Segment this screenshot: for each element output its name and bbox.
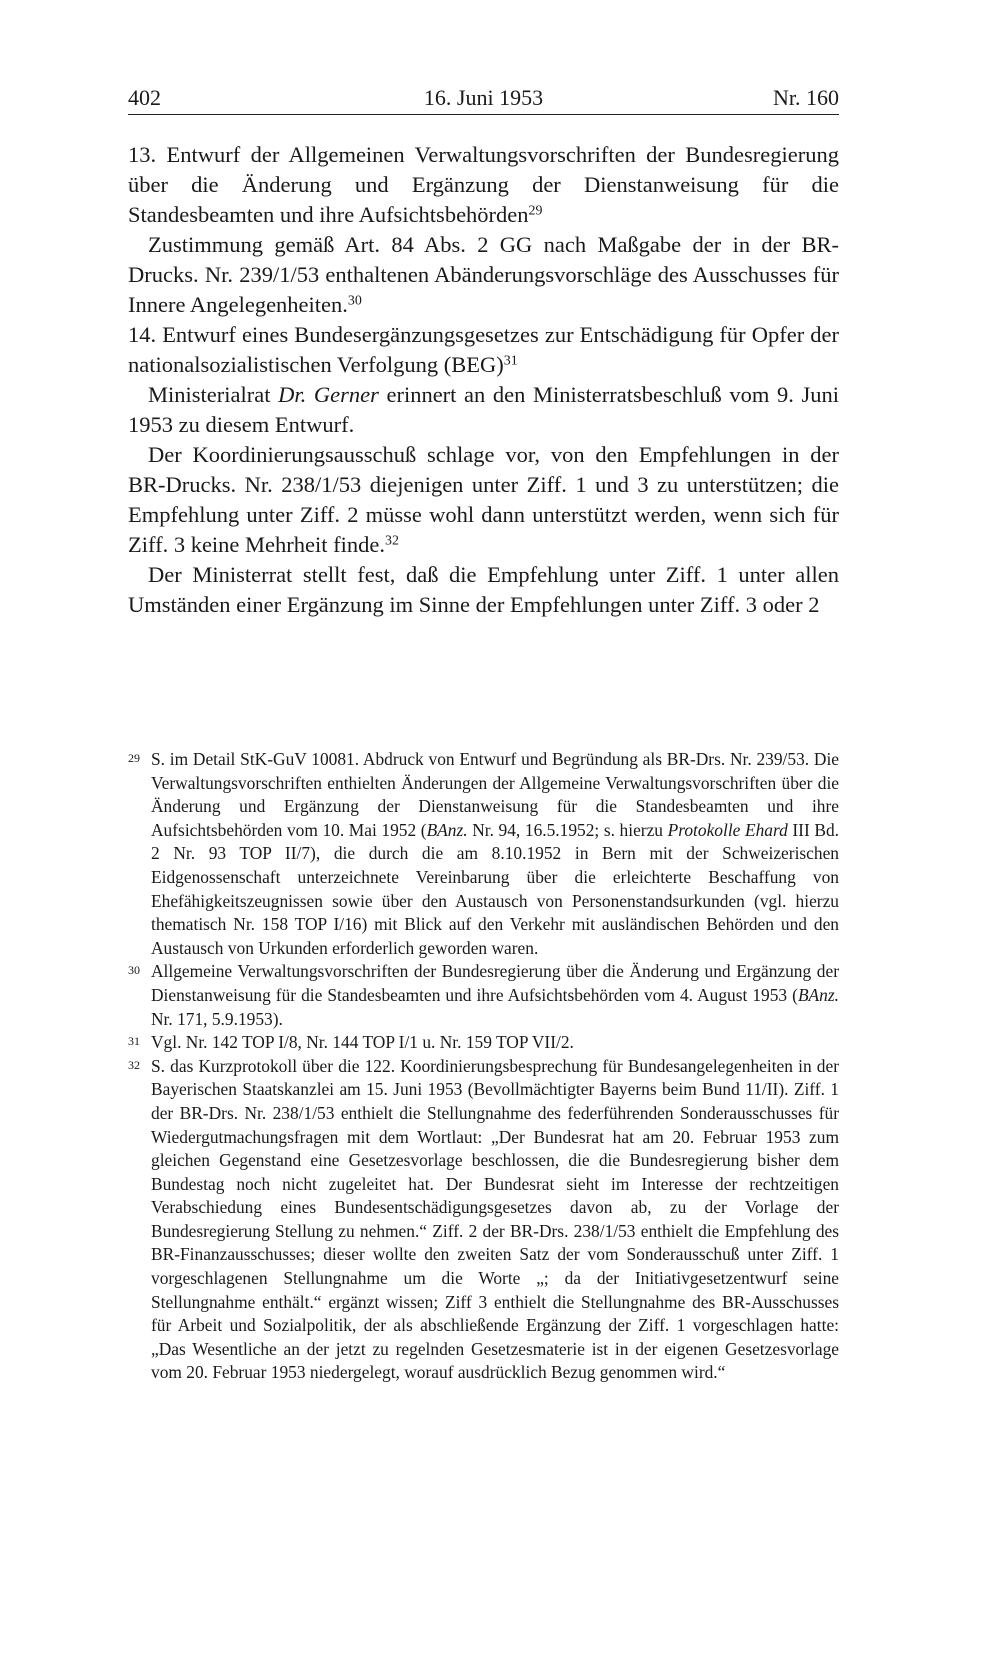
header-date: 16. Juni 1953 [423, 85, 544, 110]
main-text [128, 140, 839, 620]
footnote-31: 31 Vgl. Nr. 142 TOP I/8, Nr. 144 TOP I/1 u. Nr. 159 TOP VII/2. [128, 1032, 574, 1053]
running-header [128, 80, 839, 115]
footnote-ref-32[interactable]: 32 [385, 533, 399, 549]
person-name: Dr. Gerner [278, 382, 379, 407]
paragraph-gerner: Ministerialrat Dr. Gerner erinnert an den Ministerratsbeschluß vom 9. Juni 1953 zu diesem Entwurf. [128, 382, 839, 437]
footnote-ref-30[interactable]: 30 [347, 293, 362, 309]
page-number: 402 [128, 85, 161, 110]
paragraph-koordinierung: Der Koordinierungsausschuß schlage vor, von den Empfehlungen in der BR-Drucks. Nr. 238/1/53 diejenigen unter Ziff. 1 und 3 zu unterstützen; die Empfehlung unter Ziff. 2 müsse wohl dann unterstützt werden, wenn sich für Ziff. 3 keine Mehrheit finde.$^{32}$ [128, 442, 839, 557]
agenda-item-14-title: 14. Entwurf eines Bundesergänzungsgesetzes zur Entschädigung für Opfer der nationalsozialistischen Verfolgung (BEG)$^{31}$ [128, 322, 839, 377]
footnote-number: 29 [128, 751, 140, 765]
agenda-item-13-title: 13. Entwurf der Allgemeinen Verwaltungsvorschriften der Bundesregierung über die Änderung und Ergänzung der Dienstanweisung für die Standesbeamten und ihre Aufsichtsbehörden$^{29}$ [128, 142, 839, 227]
paragraph-ministerrat: Der Ministerrat stellt fest, daß die Empfehlung unter Ziff. 1 unter allen Umständen einer Ergänzung im Sinne der Empfehlungen unter Ziff. 3 oder 2 [128, 562, 839, 617]
footnote-29: 29 S. im Detail StK-GuV 10081. Abdruck von Entwurf und Begründung als BR-Drs. Nr. 239/53. Die Verwaltungsvorschriften enthielten Änderungen der Allgemeine Verwaltungsvorschriften über die Änderung und Ergänzung der Dienstanweisung für die Standesbeamten und ihre Aufsichtsbehörden vom 10. Mai 1952 (BAnz. Nr. 94, 16.5.1952; s. hierzu Protokolle Ehard III Bd. 2 Nr. 93 TOP II/7), die durch die am 8.10.1952 in Bern mit der Schweizerischen Eidgenossenschaft unterzeichnete Vereinbarung über die erleichterte Beschaffung von Ehefähigkeitszeugnissen sowie über den Austausch von Personenstandsurkunden (vgl. hierzu thematisch Nr. 158 TOP I/16) mit Blick auf den Verkehr mit ausländischen Behörden und den Austausch von Urkunden erforderlich geworden waren. [128, 749, 839, 958]
header-issue-number: Nr. 160 [773, 85, 839, 110]
footnote-ref-31[interactable]: 31 [503, 353, 518, 369]
footnote-number: 32 [128, 1057, 140, 1072]
footnote-30: 30 Allgemeine Verwaltungsvorschriften der Bundesregierung über die Änderung und Ergänzung der Dienstanweisung für die Standesbeamten und ihre Aufsichtsbehörden vom 4. August 1953 (BAnz. Nr. 171, 5.9.1953). [128, 961, 839, 1029]
footnotes [128, 748, 839, 1385]
footnote-ref-29[interactable]: 29 [528, 203, 543, 219]
footnote-number: 31 [128, 1034, 140, 1049]
footnote-32: 32 S. das Kurzprotokoll über die 122. Koordinierungsbesprechung für Bundesangelegenheiten in der Bayerischen Staatskanzlei am 15. Juni 1953 (Bevollmächtigter Bayerns beim Bund 11/II). Ziff. 1 der BR-Drs. Nr. 238/1/53 enthielt die Stellungnahme des federführenden Sonderausschusses für Wiedergutmachungsfragen mit dem Wortlaut: „Der Bundesrat hat am 20. Februar 1953 zum gleichen Gegenstand eine Gesetzesvorlage beschlossen, die die Bundesregierung bisher dem Bundestag noch nicht zugeleitet hat. Der Bundesrat sieht im Interesse der rechtzeitigen Verabschiedung eines Bundesentschädigungsgesetzes davon ab, zu der Vorlage der Bundesregierung Stellung zu nehmen.“ Ziff. 2 der BR-Drs. 238/1/53 enthielt die Empfehlung des BR-Finanzausschusses; dieser wollte den zweiten Satz der vom Sonderausschuß unter Ziff. 1 vorgeschlagenen Stellungnahme um die Worte „; da der Initiativgesetzentwurf seine Stellungnahme enthält.“ ergänzt wissen; Ziff 3 enthielt die Stellungnahme des BR-Ausschusses für Arbeit und Sozialpolitik, der als abschließende Ergänzung der Ziff. 1 vorgeschlagen hatte: „Das Wesentliche an der jetzt zu regelnden Gesetzesmaterie ist in der eigenen Gesetzesvorlage vom 20. Februar 1953 niedergelegt, worauf ausdrücklich Bezug genommen wird.“ [128, 1055, 839, 1383]
footnote-number: 30 [128, 963, 140, 978]
agenda-item-13-decision: Zustimmung gemäß Art. 84 Abs. 2 GG nach Maßgabe der in der BR-Drucks. Nr. 239/1/53 enthaltenen Abänderungsvorschläge des Ausschusses für Innere Angelegenheiten.$^{30}$ [128, 232, 839, 317]
